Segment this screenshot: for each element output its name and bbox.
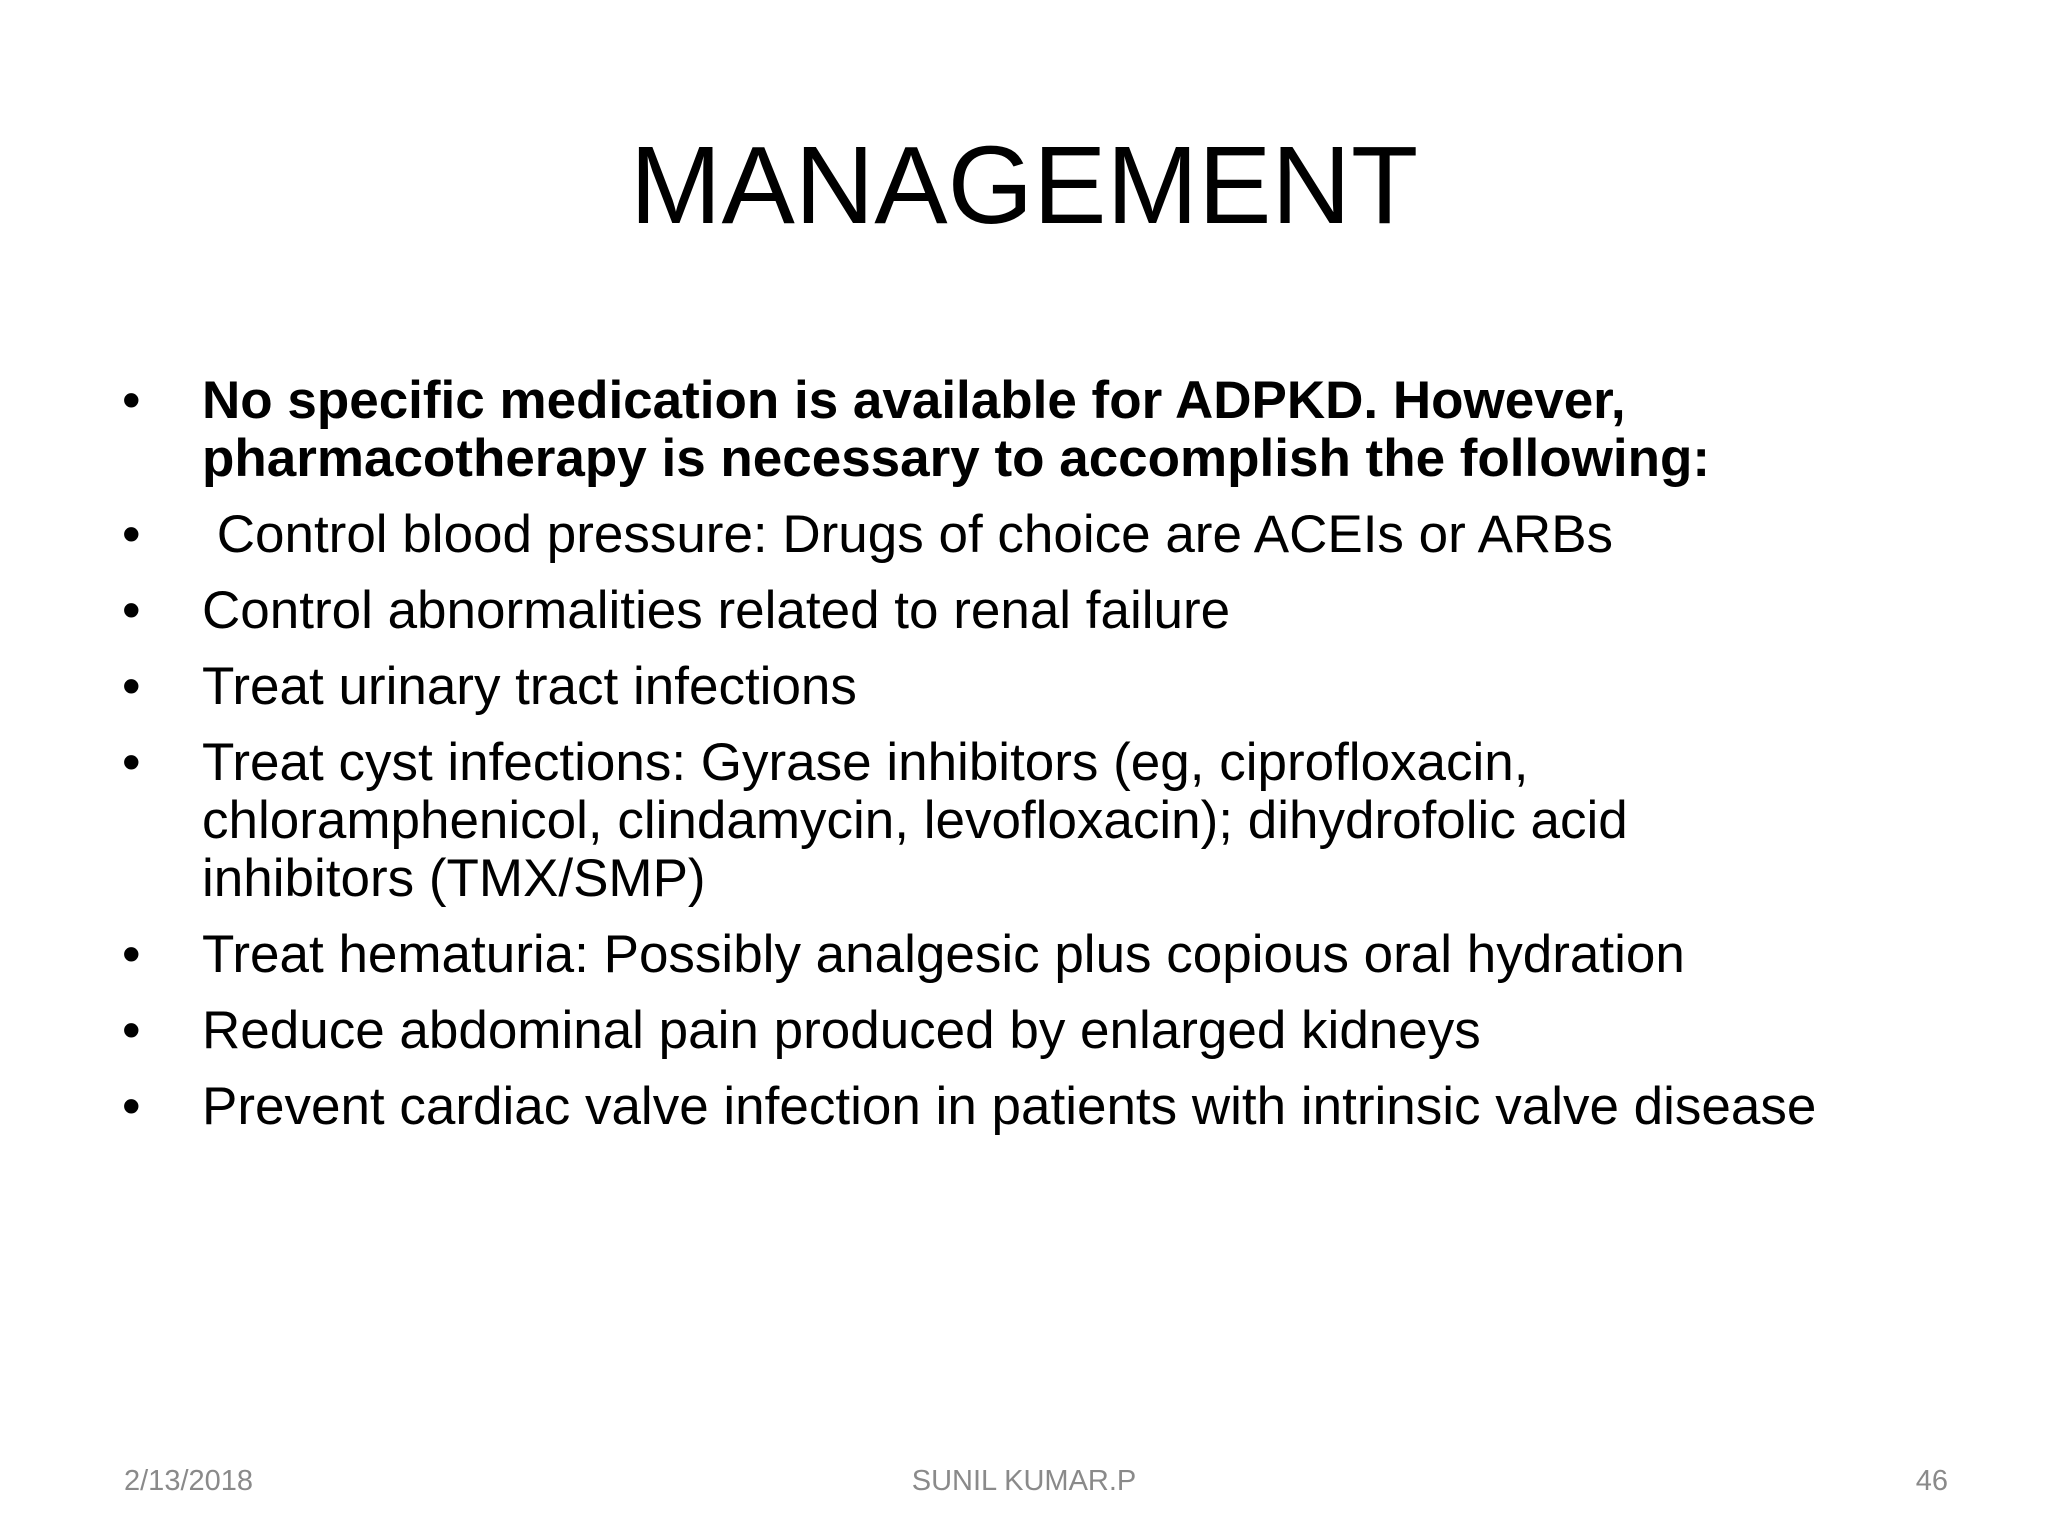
bullet-text: Control abnormalities related to renal failure xyxy=(202,581,1231,640)
bullet-list xyxy=(122,372,1822,1154)
footer-author: SUNIL KUMAR.P xyxy=(911,1465,1137,1497)
bullet-item xyxy=(122,926,1822,984)
footer-page-number: 46 xyxy=(1915,1465,1948,1497)
bullet-text: Prevent cardiac valve infection in patients with intrinsic valve disease xyxy=(202,1077,1817,1136)
bullet-icon: • xyxy=(122,581,141,640)
bullet-text: No specific medication is available for ADPKD. However, pharmacotherapy is necessary to accomplish the following: xyxy=(202,371,1710,488)
bullet-item xyxy=(122,1002,1822,1060)
bullet-item xyxy=(122,372,1822,488)
bullet-text: Reduce abdominal pain produced by enlarged kidneys xyxy=(202,1001,1481,1060)
bullet-item xyxy=(122,582,1822,640)
bullet-icon: • xyxy=(122,505,141,564)
slide-title: MANAGEMENT xyxy=(629,124,1419,247)
bullet-text: Treat urinary tract infections xyxy=(202,657,857,716)
bullet-text: Control blood pressure: Drugs of choice are ACEIs or ARBs xyxy=(202,505,1614,564)
bullet-item xyxy=(122,506,1822,564)
bullet-icon: • xyxy=(122,925,141,984)
bullet-item xyxy=(122,734,1822,908)
footer-date: 2/13/2018 xyxy=(124,1465,254,1497)
bullet-item xyxy=(122,1078,1822,1136)
bullet-icon: • xyxy=(122,371,141,430)
bullet-icon: • xyxy=(122,733,141,792)
bullet-icon: • xyxy=(122,1077,141,1136)
bullet-text: Treat cyst infections: Gyrase inhibitors (eg, ciprofloxacin, chloramphenicol, clindamycin, levofloxacin); dihydrofolic acid inhibitors (TMX/SMP) xyxy=(202,733,1628,908)
bullet-item xyxy=(122,658,1822,716)
bullet-text: Treat hematuria: Possibly analgesic plus copious oral hydration xyxy=(202,925,1685,984)
bullet-icon: • xyxy=(122,657,141,716)
bullet-icon: • xyxy=(122,1001,141,1060)
